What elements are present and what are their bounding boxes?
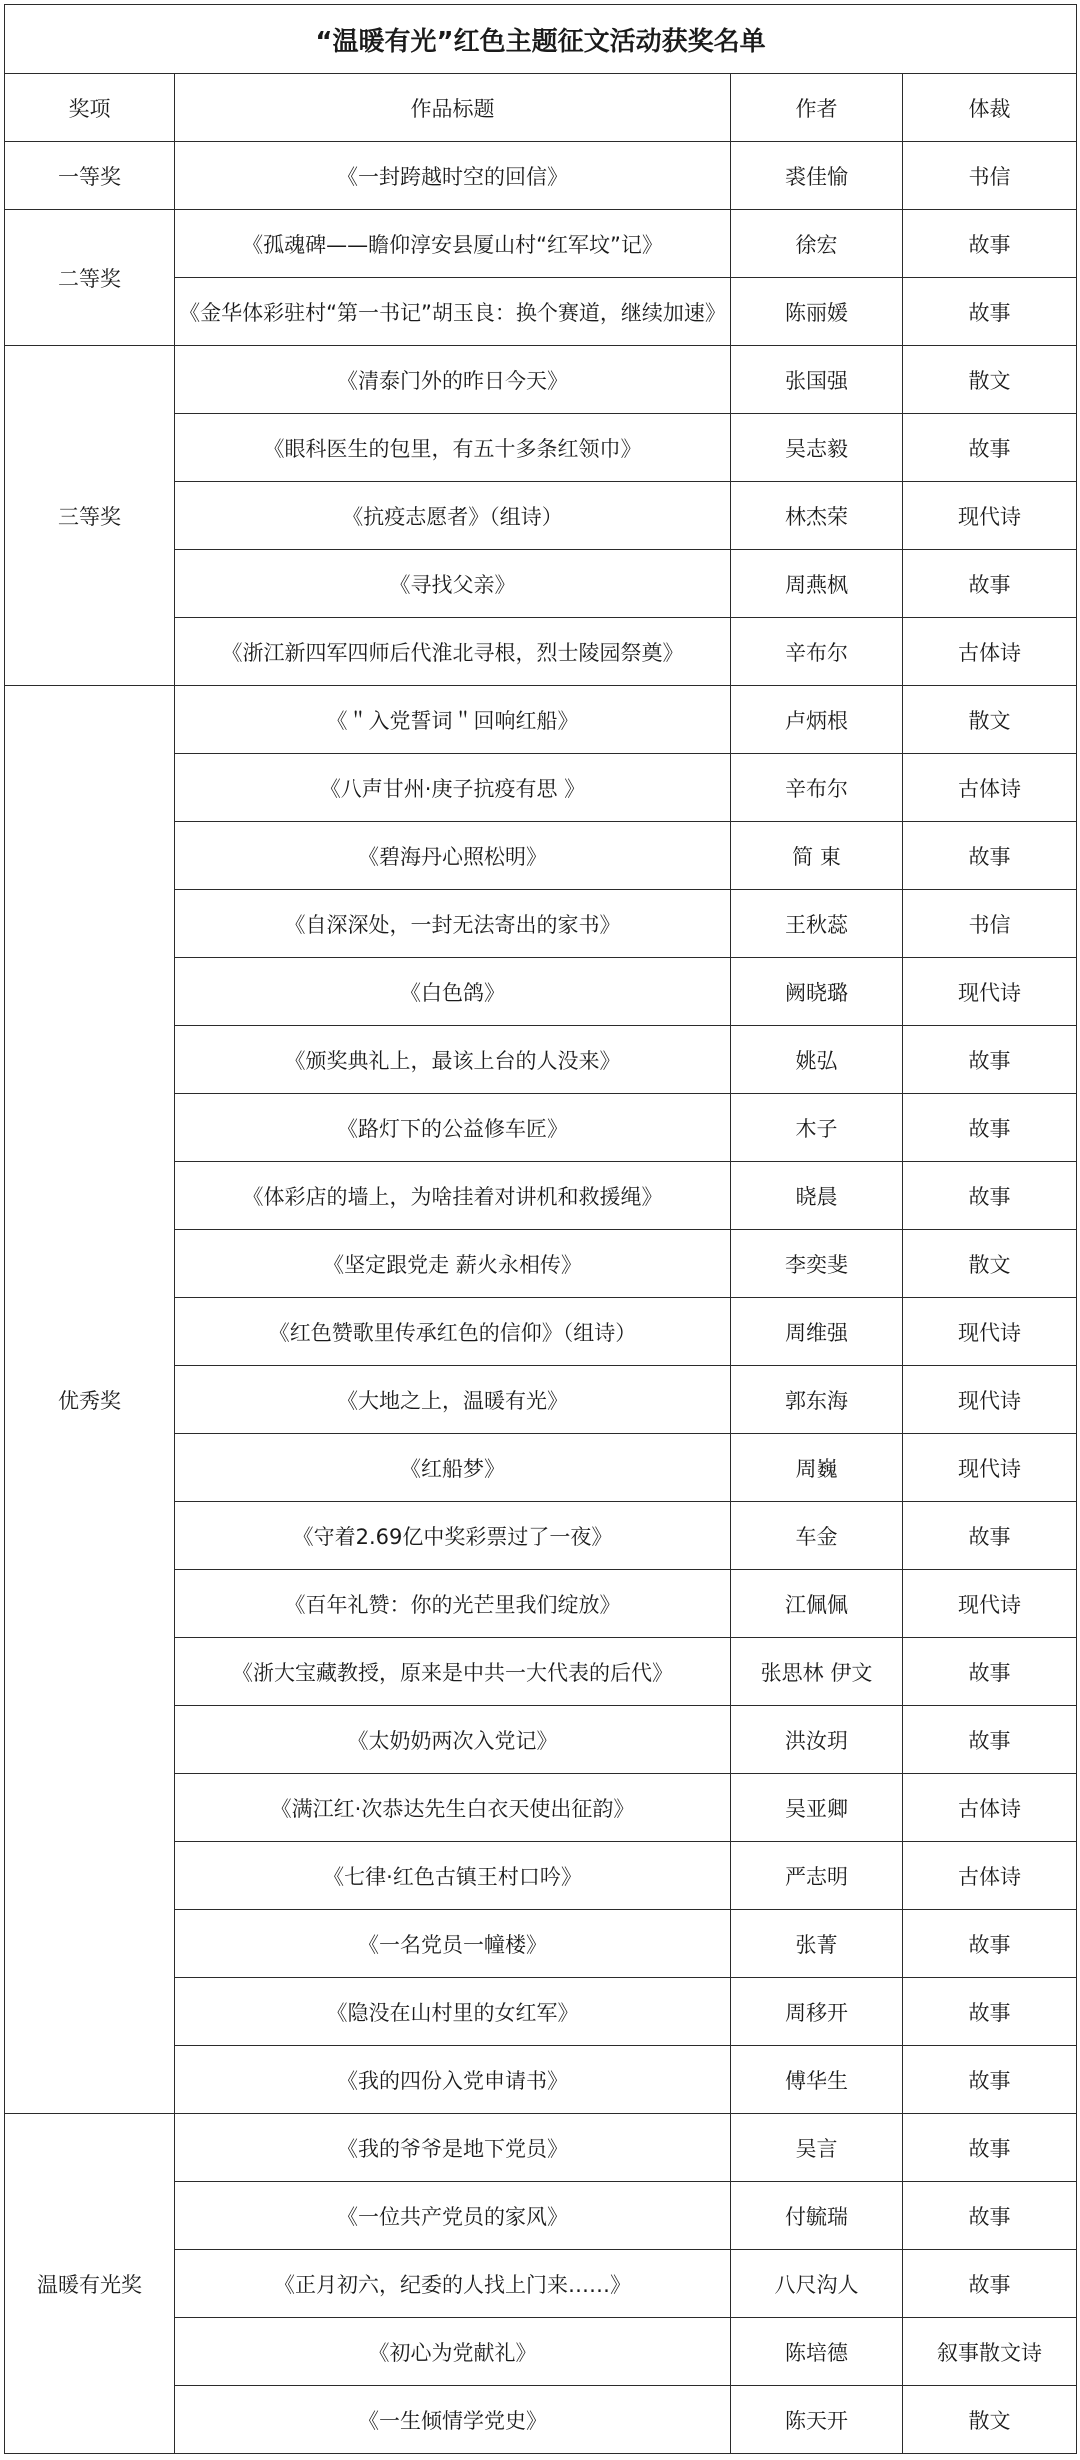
- header-award: 奖项: [5, 74, 175, 142]
- work-title-cell: 《浙江新四军四师后代淮北寻根，烈士陵园祭奠》: [175, 618, 731, 686]
- author-cell: 阙晓璐: [731, 958, 903, 1026]
- work-title-cell: 《太奶奶两次入党记》: [175, 1706, 731, 1774]
- work-title-cell: 《一位共产党员的家风》: [175, 2182, 731, 2250]
- header-title: 作品标题: [175, 74, 731, 142]
- work-title-cell: 《路灯下的公益修车匠》: [175, 1094, 731, 1162]
- author-cell: 姚弘: [731, 1026, 903, 1094]
- author-cell: 徐宏: [731, 210, 903, 278]
- award-cell: 优秀奖: [5, 686, 175, 2114]
- table-row: [5, 2114, 1077, 2182]
- author-cell: 洪汝玥: [731, 1706, 903, 1774]
- work-title-cell: 《坚定跟党走 薪火永相传》: [175, 1230, 731, 1298]
- author-cell: 张菁: [731, 1910, 903, 1978]
- genre-cell: 散文: [903, 346, 1077, 414]
- author-cell: 张思林 伊文: [731, 1638, 903, 1706]
- award-list-sheet: [4, 4, 1076, 2454]
- table-title-row: [5, 5, 1077, 74]
- award-cell: 二等奖: [5, 210, 175, 346]
- work-title-cell: 《眼科医生的包里，有五十多条红领巾》: [175, 414, 731, 482]
- genre-cell: 古体诗: [903, 754, 1077, 822]
- table-row: [5, 346, 1077, 414]
- author-cell: 简 東: [731, 822, 903, 890]
- work-title-cell: 《抗疫志愿者》（组诗）: [175, 482, 731, 550]
- table-row: [5, 686, 1077, 754]
- author-cell: 林杰荣: [731, 482, 903, 550]
- work-title-cell: 《体彩店的墙上，为啥挂着对讲机和救援绳》: [175, 1162, 731, 1230]
- work-title-cell: 《金华体彩驻村“第一书记”胡玉良：换个赛道，继续加速》: [175, 278, 731, 346]
- author-cell: 陈丽媛: [731, 278, 903, 346]
- genre-cell: 现代诗: [903, 1298, 1077, 1366]
- genre-cell: 现代诗: [903, 1434, 1077, 1502]
- award-cell: 温暖有光奖: [5, 2114, 175, 2454]
- genre-cell: 现代诗: [903, 958, 1077, 1026]
- author-cell: 裘佳愉: [731, 142, 903, 210]
- genre-cell: 书信: [903, 142, 1077, 210]
- work-title-cell: 《满江红·次恭达先生白衣天使出征韵》: [175, 1774, 731, 1842]
- header-genre: 体裁: [903, 74, 1077, 142]
- work-title-cell: 《孤魂碑——瞻仰淳安县厦山村“红军坟”记》: [175, 210, 731, 278]
- genre-cell: 故事: [903, 210, 1077, 278]
- header-author: 作者: [731, 74, 903, 142]
- author-cell: 吴亚卿: [731, 1774, 903, 1842]
- table-row: [5, 210, 1077, 278]
- author-cell: 江佩佩: [731, 1570, 903, 1638]
- genre-cell: 故事: [903, 1638, 1077, 1706]
- work-title-cell: 《守着2.69亿中奖彩票过了一夜》: [175, 1502, 731, 1570]
- genre-cell: 散文: [903, 1230, 1077, 1298]
- genre-cell: 故事: [903, 2114, 1077, 2182]
- author-cell: 张国强: [731, 346, 903, 414]
- genre-cell: 故事: [903, 2046, 1077, 2114]
- genre-cell: 故事: [903, 1094, 1077, 1162]
- author-cell: 王秋蕊: [731, 890, 903, 958]
- work-title-cell: 《七律·红色古镇王村口吟》: [175, 1842, 731, 1910]
- genre-cell: 故事: [903, 822, 1077, 890]
- author-cell: 晓晨: [731, 1162, 903, 1230]
- genre-cell: 故事: [903, 1162, 1077, 1230]
- author-cell: 周巍: [731, 1434, 903, 1502]
- award-cell: 三等奖: [5, 346, 175, 686]
- genre-cell: 散文: [903, 2386, 1077, 2454]
- genre-cell: 散文: [903, 686, 1077, 754]
- work-title-cell: 《百年礼赞：你的光芒里我们绽放》: [175, 1570, 731, 1638]
- work-title-cell: 《红船梦》: [175, 1434, 731, 1502]
- work-title-cell: 《正月初六，纪委的人找上门来……》: [175, 2250, 731, 2318]
- work-title-cell: 《白色鸽》: [175, 958, 731, 1026]
- work-title-cell: 《碧海丹心照松明》: [175, 822, 731, 890]
- author-cell: 李奕斐: [731, 1230, 903, 1298]
- work-title-cell: 《＂入党誓词＂回响红船》: [175, 686, 731, 754]
- work-title-cell: 《颁奖典礼上，最该上台的人没来》: [175, 1026, 731, 1094]
- genre-cell: 故事: [903, 414, 1077, 482]
- author-cell: 付毓瑞: [731, 2182, 903, 2250]
- work-title-cell: 《清泰门外的昨日今天》: [175, 346, 731, 414]
- author-cell: 陈培德: [731, 2318, 903, 2386]
- author-cell: 卢炳根: [731, 686, 903, 754]
- author-cell: 周燕枫: [731, 550, 903, 618]
- genre-cell: 现代诗: [903, 482, 1077, 550]
- work-title-cell: 《自深深处，一封无法寄出的家书》: [175, 890, 731, 958]
- genre-cell: 现代诗: [903, 1366, 1077, 1434]
- author-cell: 郭东海: [731, 1366, 903, 1434]
- genre-cell: 古体诗: [903, 618, 1077, 686]
- author-cell: 严志明: [731, 1842, 903, 1910]
- table-header-row: [5, 74, 1077, 142]
- work-title-cell: 《寻找父亲》: [175, 550, 731, 618]
- author-cell: 陈天开: [731, 2386, 903, 2454]
- work-title-cell: 《我的四份入党申请书》: [175, 2046, 731, 2114]
- award-table: [4, 4, 1077, 2454]
- author-cell: 辛布尔: [731, 618, 903, 686]
- author-cell: 八尺沟人: [731, 2250, 903, 2318]
- author-cell: 辛布尔: [731, 754, 903, 822]
- work-title-cell: 《我的爷爷是地下党员》: [175, 2114, 731, 2182]
- genre-cell: 故事: [903, 550, 1077, 618]
- table-row: [5, 142, 1077, 210]
- work-title-cell: 《一生倾情学党史》: [175, 2386, 731, 2454]
- author-cell: 周移开: [731, 1978, 903, 2046]
- genre-cell: 故事: [903, 2182, 1077, 2250]
- genre-cell: 书信: [903, 890, 1077, 958]
- genre-cell: 古体诗: [903, 1842, 1077, 1910]
- work-title-cell: 《隐没在山村里的女红军》: [175, 1978, 731, 2046]
- page-title: “温暖有光”红色主题征文活动获奖名单: [5, 5, 1077, 74]
- work-title-cell: 《八声甘州·庚子抗疫有思 》: [175, 754, 731, 822]
- genre-cell: 古体诗: [903, 1774, 1077, 1842]
- genre-cell: 现代诗: [903, 1570, 1077, 1638]
- genre-cell: 故事: [903, 1978, 1077, 2046]
- genre-cell: 故事: [903, 1706, 1077, 1774]
- genre-cell: 故事: [903, 1502, 1077, 1570]
- genre-cell: 故事: [903, 278, 1077, 346]
- author-cell: 周维强: [731, 1298, 903, 1366]
- genre-cell: 故事: [903, 1026, 1077, 1094]
- author-cell: 吴志毅: [731, 414, 903, 482]
- author-cell: 木子: [731, 1094, 903, 1162]
- author-cell: 吴言: [731, 2114, 903, 2182]
- work-title-cell: 《一封跨越时空的回信》: [175, 142, 731, 210]
- genre-cell: 故事: [903, 1910, 1077, 1978]
- work-title-cell: 《初心为党献礼》: [175, 2318, 731, 2386]
- genre-cell: 故事: [903, 2250, 1077, 2318]
- work-title-cell: 《红色赞歌里传承红色的信仰》（组诗）: [175, 1298, 731, 1366]
- author-cell: 车金: [731, 1502, 903, 1570]
- genre-cell: 叙事散文诗: [903, 2318, 1077, 2386]
- work-title-cell: 《一名党员一幢楼》: [175, 1910, 731, 1978]
- author-cell: 傅华生: [731, 2046, 903, 2114]
- work-title-cell: 《大地之上，温暖有光》: [175, 1366, 731, 1434]
- award-cell: 一等奖: [5, 142, 175, 210]
- work-title-cell: 《浙大宝藏教授，原来是中共一大代表的后代》: [175, 1638, 731, 1706]
